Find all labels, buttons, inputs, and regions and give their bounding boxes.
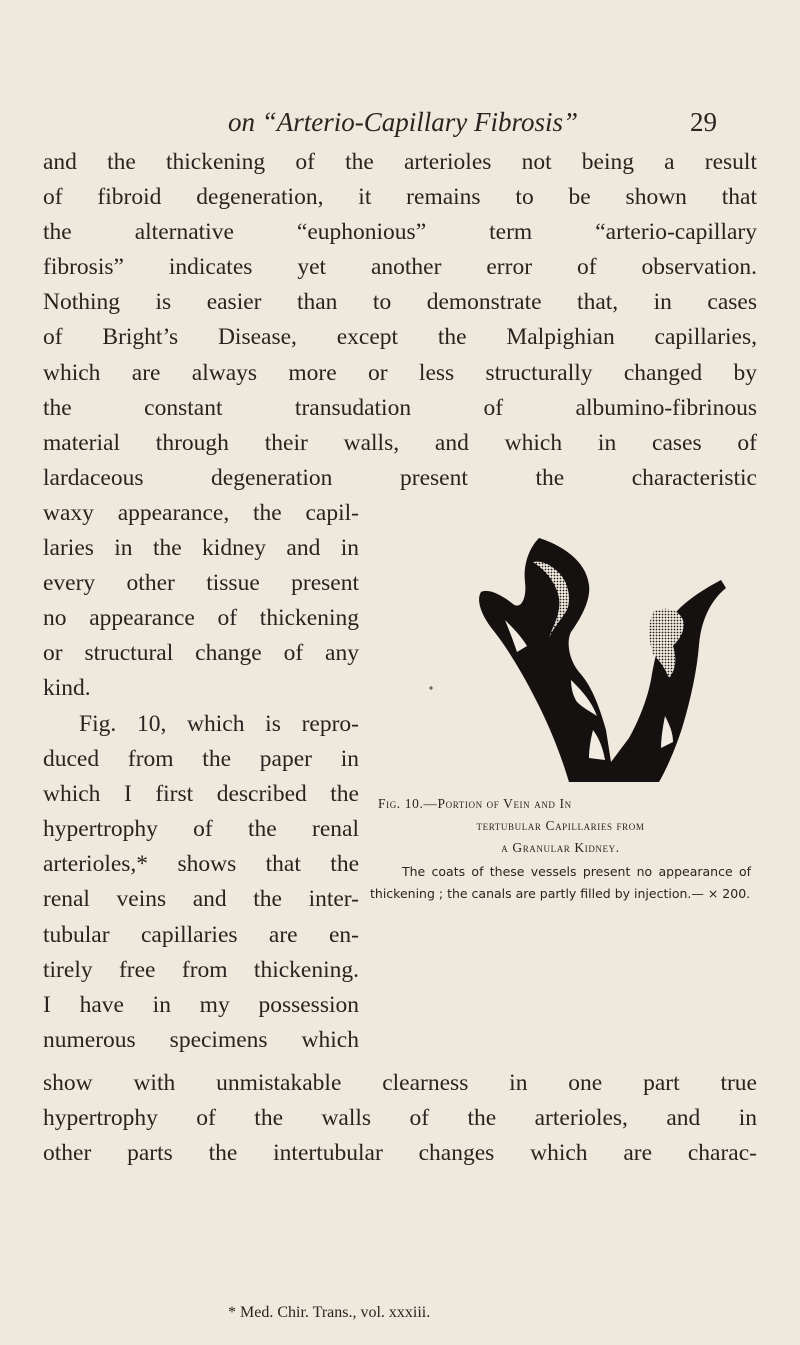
text-line: the constant transudation of albumino-fibrinous [43,394,757,421]
text-line: or structural change of any [43,640,359,667]
text-line: no appearance of thickening [43,605,359,632]
text-line: lardaceous degeneration present the characteristic [43,464,757,491]
text-line: which I first described the [43,781,359,808]
text-line: tirely free from thickening. [43,956,359,983]
caption-body-text: The coats of these vessels present no appearance of thickening ; the canals are partly filled by injection.— × 200. [370,864,751,901]
text-line: fibrosis” indicates yet another error of observation. [43,254,757,281]
text-line: tubular capillaries are en- [43,921,359,948]
footnote: * Med. Chir. Trans., vol. xxxiii. [228,1304,431,1321]
caption-body [370,861,751,905]
vein-outline [479,538,726,782]
text-line: the alternative “euphonious” term “arterio-capillary [43,219,757,246]
caption-title-line-2: tertubular Capillaries from [476,818,645,833]
text-line: of fibroid degeneration, it remains to be shown that [43,184,757,211]
text-line: numerous specimens which [43,1026,359,1053]
text-line: hypertrophy of the walls of the arterioles, and in [43,1105,757,1132]
figure-caption [370,793,751,905]
micrograph-illustration [421,520,751,790]
running-head-prefix: on [227,107,255,137]
text-line: Nothing is easier than to demonstrate that, in cases [43,289,757,316]
text-line: laries in the kidney and in [43,535,359,562]
text-line: arterioles,* shows that the [43,851,359,878]
paragraph-bottom [43,1066,757,1171]
page-number: 29 [690,107,717,137]
caption-title-line-1: Fig. 10.—Portion of Vein and In [378,796,572,811]
text-line: of Bright’s Disease, except the Malpighian capillaries, [43,324,757,351]
running-head-title [168,102,638,142]
running-head-text: “Arterio-Capillary Fibrosis” [261,107,579,137]
running-head [0,102,800,142]
text-line: kind. [43,675,91,702]
figure-vein-capillaries [421,520,751,790]
text-line: and the thickening of the arterioles not being a result [43,149,757,175]
text-line: renal veins and the inter- [43,886,359,913]
text-line: show with unmistakable clearness in one part true [43,1070,757,1096]
text-line: other parts the intertubular changes which are charac- [43,1140,757,1167]
text-line: every other tissue present [43,570,359,597]
caption-title-line-3: a Granular Kidney. [501,840,620,855]
text-line: Fig. 10, which is repro- [79,711,359,737]
text-line: I have in my possession [43,991,359,1018]
paragraph-narrow-a [43,496,359,707]
text-line: duced from the paper in [43,746,359,773]
text-line: material through their walls, and which in cases of [43,429,757,456]
text-line: which are always more or less structurally changed by [43,359,757,386]
paragraph-top [43,145,757,496]
text-line: hypertrophy of the renal [43,816,359,843]
paragraph-narrow-b [43,707,359,1058]
text-line: waxy appearance, the capil- [43,500,359,526]
